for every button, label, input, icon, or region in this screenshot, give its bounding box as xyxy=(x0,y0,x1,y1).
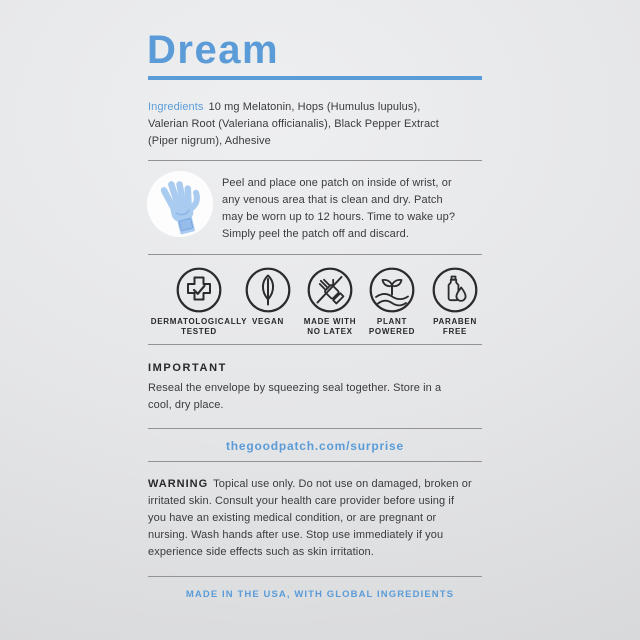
divider xyxy=(148,254,482,255)
important-line: cool, dry place. xyxy=(148,399,224,411)
ingredients-line: Valerian Root (Valeriana officianalis), Black Pepper Extract xyxy=(148,118,439,130)
badge-label: PLANT POWERED xyxy=(368,317,416,336)
badge-label: MADE WITH NO LATEX xyxy=(303,317,357,336)
warning-line: experience side effects such as skin irritation. xyxy=(148,546,374,558)
hand-with-patch-icon xyxy=(147,171,213,237)
badge-label: PARABEN FREE xyxy=(433,317,477,336)
badge-label: VEGAN xyxy=(252,317,284,326)
ingredients-line: (Piper nigrum), Adhesive xyxy=(148,135,271,147)
medical-cross-check-icon xyxy=(175,266,223,314)
badge-label: DERMATOLOGICALLY TESTED xyxy=(150,317,248,336)
made-in-text: MADE IN THE USA, WITH GLOBAL INGREDIENTS xyxy=(185,589,455,600)
no-latex-glove-icon xyxy=(306,266,354,314)
warning-heading: WARNING xyxy=(148,478,209,490)
important-line: Reseal the envelope by squeezing seal together. Store in a xyxy=(148,382,442,394)
usage-line: any venous area that is clean and dry. Patch xyxy=(222,194,443,206)
title-underline xyxy=(148,76,482,80)
leaf-icon xyxy=(244,266,292,314)
usage-line: Simply peel the patch off and discard. xyxy=(222,228,410,240)
divider xyxy=(148,576,482,577)
important-text xyxy=(148,380,441,414)
divider xyxy=(148,344,482,345)
ingredients-text xyxy=(148,99,439,150)
divider xyxy=(148,160,482,161)
bottle-droplet-icon xyxy=(431,266,479,314)
divider xyxy=(148,428,482,429)
badge-no-latex xyxy=(299,266,361,337)
warning-text xyxy=(148,476,472,561)
badge-plant-powered xyxy=(362,266,422,337)
page-title: Dream xyxy=(147,28,280,72)
hand-with-patch-icon xyxy=(147,171,213,237)
badge-paraben-free xyxy=(425,266,485,337)
important-heading: IMPORTANT xyxy=(148,362,227,374)
divider xyxy=(148,461,482,462)
usage-instructions xyxy=(222,175,455,243)
warning-line: Topical use only. Do not use on damaged, broken or xyxy=(213,478,472,490)
website-link[interactable]: thegoodpatch.com/surprise xyxy=(225,439,405,453)
badge-vegan xyxy=(236,266,300,327)
warning-line: irritated skin. Consult your health care provider before using if xyxy=(148,495,455,507)
warning-line: you have an existing medical condition, or are pregnant or xyxy=(148,512,437,524)
ingredients-line: 10 mg Melatonin, Hops (Humulus lupulus), xyxy=(208,101,421,113)
usage-line: Peel and place one patch on inside of wrist, or xyxy=(222,177,452,189)
usage-line: may be worn up to 12 hours. Time to wake up? xyxy=(222,211,456,223)
warning-line: nursing. Wash hands after use. Stop use immediately if you xyxy=(148,529,444,541)
plant-sprout-waves-icon xyxy=(368,266,416,314)
ingredients-label: Ingredients xyxy=(148,101,204,113)
